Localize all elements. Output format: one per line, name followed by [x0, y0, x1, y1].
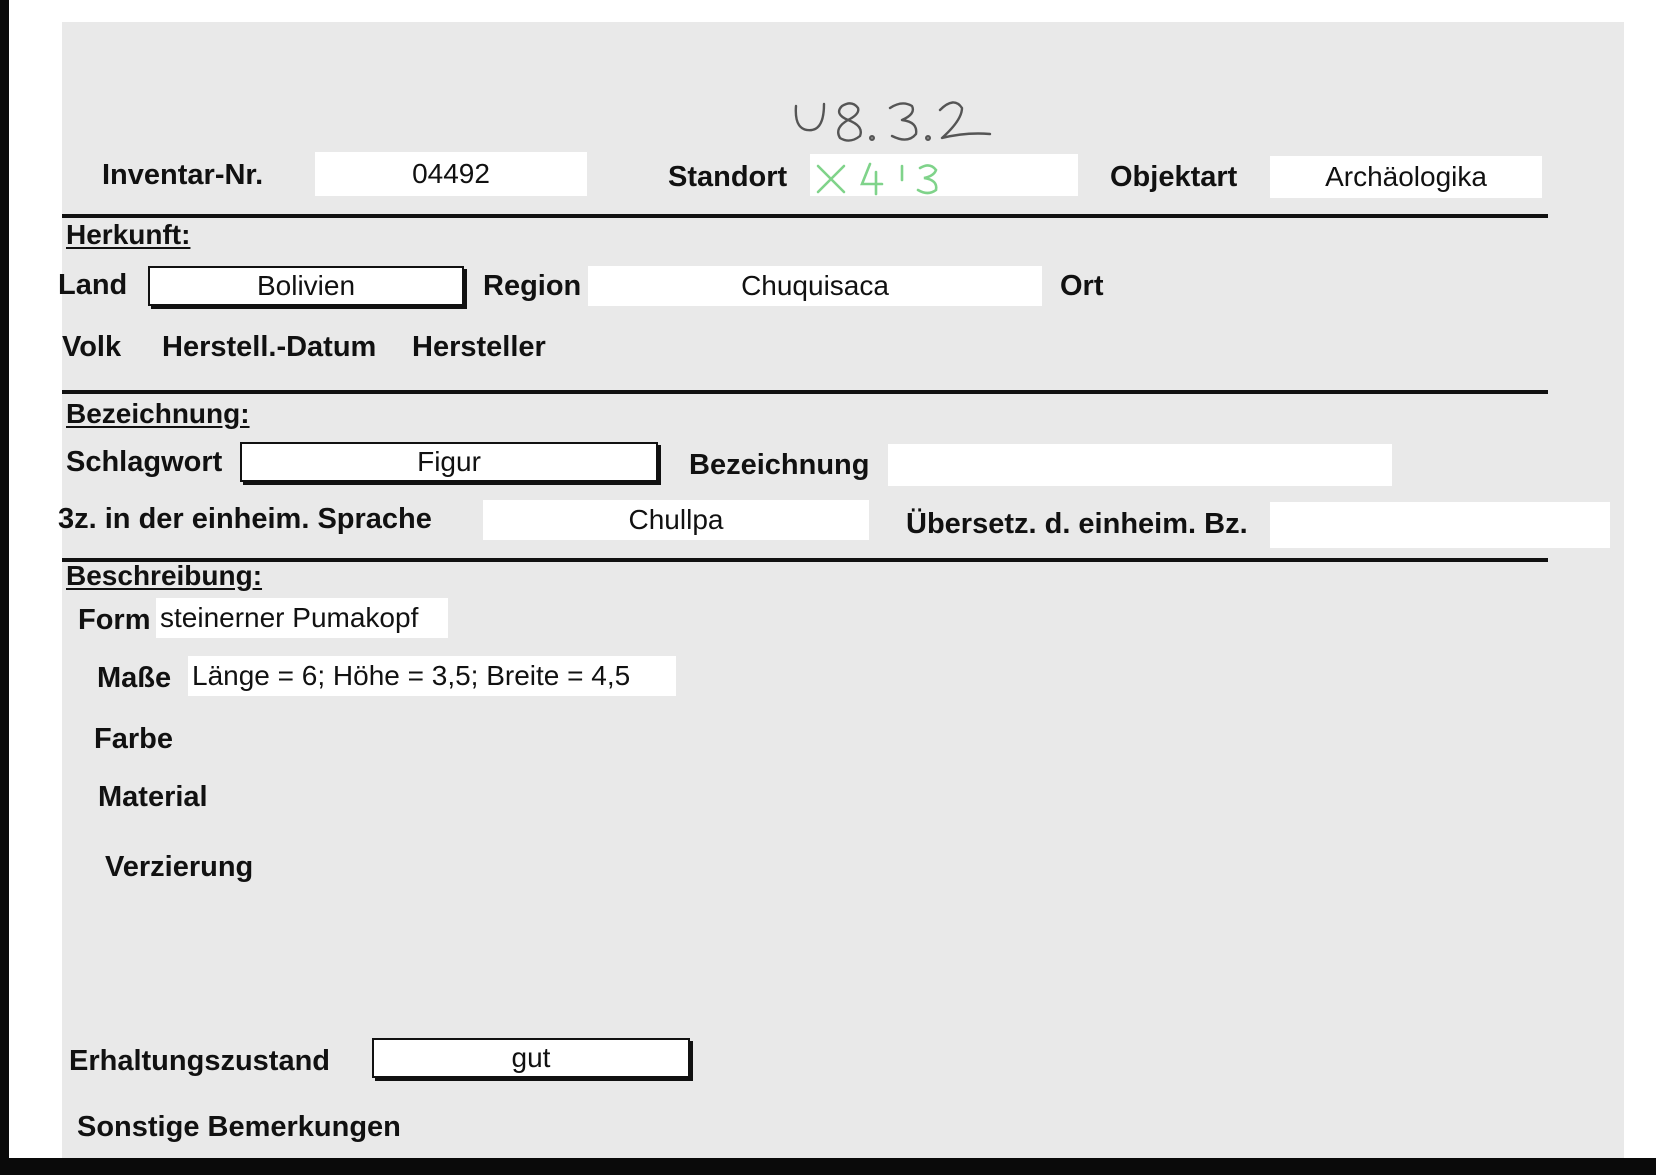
section-bezeichnung: Bezeichnung: — [66, 398, 250, 429]
section-herkunft: Herkunft: — [66, 219, 191, 250]
uebersetzung-label: Übersetz. d. einheim. Bz. — [906, 508, 1248, 540]
scan-frame-left — [0, 0, 9, 1175]
erhaltungszustand-label: Erhaltungszustand — [69, 1045, 331, 1077]
masse-field[interactable]: Länge = 6; Höhe = 3,5; Breite = 4,5 — [188, 656, 676, 696]
einheim-sprache-field[interactable]: Chullpa — [483, 500, 869, 540]
divider-rule — [62, 558, 1548, 562]
scan-frame-bottom — [0, 1158, 1656, 1175]
masse-label: Maße — [97, 662, 172, 694]
einheim-sprache-label: 3z. in der einheim. Sprache — [58, 503, 432, 535]
land-field[interactable]: Bolivien — [148, 266, 464, 306]
schlagwort-label: Schlagwort — [66, 446, 223, 478]
bezeichnung-field[interactable] — [888, 444, 1392, 486]
material-label: Material — [98, 781, 208, 813]
herstell-datum-label: Herstell.-Datum — [162, 331, 377, 363]
divider-rule — [62, 214, 1548, 218]
inventar-field[interactable]: 04492 — [315, 152, 587, 196]
region-field[interactable]: Chuquisaca — [588, 266, 1042, 306]
erhaltungszustand-field[interactable]: gut — [372, 1038, 690, 1078]
verzierung-label: Verzierung — [105, 851, 254, 883]
divider-rule — [62, 390, 1548, 394]
land-label: Land — [58, 269, 128, 301]
form-label: Form — [78, 604, 151, 636]
objektart-label: Objektart — [1110, 161, 1238, 193]
inventar-label: Inventar-Nr. — [102, 159, 264, 191]
standort-handwritten-value — [812, 158, 962, 198]
schlagwort-field[interactable]: Figur — [240, 442, 658, 482]
bezeichnung-label: Bezeichnung — [689, 449, 870, 481]
region-label: Region — [483, 270, 582, 302]
form-field[interactable]: steinerner Pumakopf — [156, 598, 448, 638]
handwritten-note — [790, 92, 1000, 152]
farbe-label: Farbe — [94, 723, 173, 755]
volk-label: Volk — [62, 331, 122, 363]
uebersetzung-field[interactable] — [1270, 502, 1610, 548]
section-beschreibung: Beschreibung: — [66, 560, 263, 591]
objektart-field[interactable]: Archäologika — [1270, 156, 1542, 198]
hersteller-label: Hersteller — [412, 331, 546, 363]
standort-label: Standort — [668, 161, 788, 193]
bemerkungen-label: Sonstige Bemerkungen — [77, 1111, 401, 1143]
ort-label: Ort — [1060, 270, 1104, 302]
